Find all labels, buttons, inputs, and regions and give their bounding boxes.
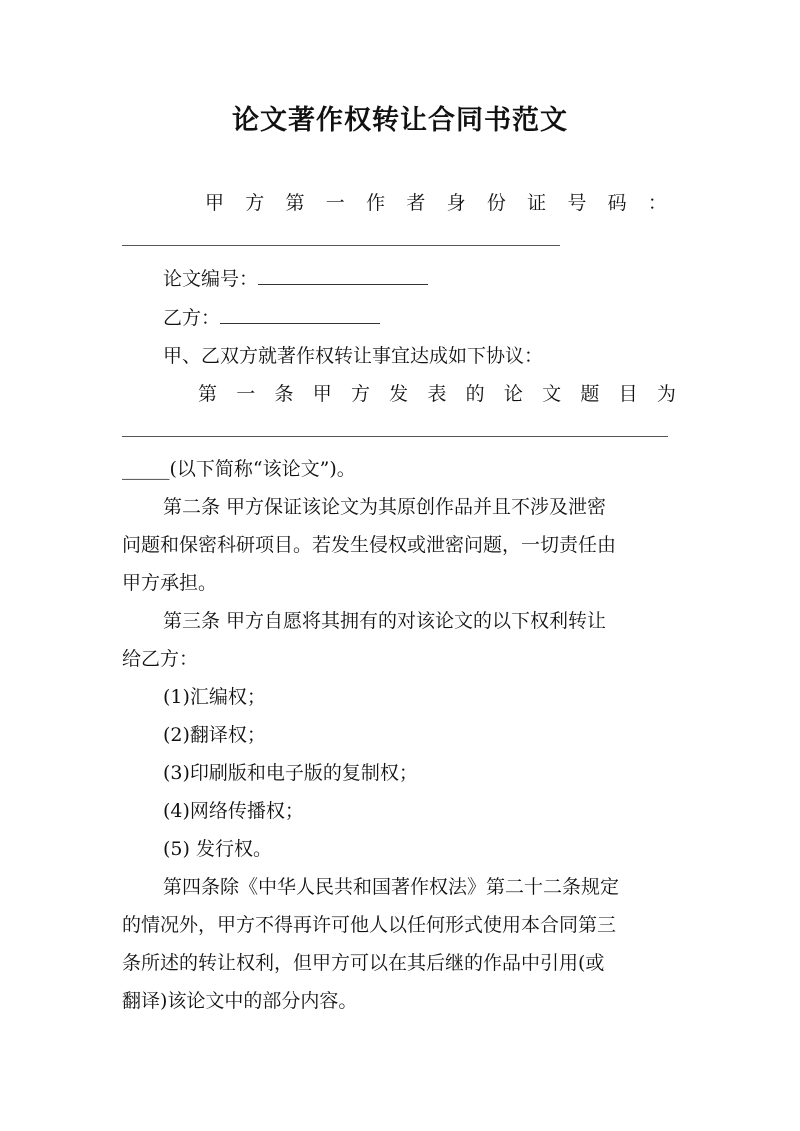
party-b-blank (220, 305, 380, 324)
article4-line: 翻译)该论文中的部分内容。 (122, 990, 358, 1012)
party-a-id-char: 份 (486, 192, 506, 214)
article1-char: 论 (503, 383, 523, 405)
party-b-label: 乙方： (163, 307, 221, 329)
article3-line: 第三条 甲方自愿将其拥有的对该论文的以下权利转让 (163, 610, 607, 632)
paper-number-label: 论文编号： (163, 268, 259, 290)
party-a-id-char: 者 (406, 192, 426, 214)
party-a-id-char: 号 (567, 192, 587, 214)
party-a-id-char: 身 (446, 192, 466, 214)
article1-tail: _____(以下简称“该论文”)。 (122, 458, 356, 480)
paper-number-blank (258, 266, 428, 285)
article1-title-blank (122, 436, 668, 437)
party-a-id-char: 甲 (205, 192, 225, 214)
right-item: (1)汇编权； (163, 686, 266, 708)
article1-char: 第 (198, 383, 218, 405)
article3-line: 给乙方： (122, 648, 199, 670)
article1-char: 一 (236, 383, 256, 405)
party-a-id-char: ： (647, 192, 667, 214)
right-item: (3)印刷版和电子版的复制权； (163, 762, 418, 784)
article4-line: 第四条除《中华人民共和国著作权法》第二十二条规定 (163, 876, 620, 898)
article4-line: 的情况外，甲方不得再许可他人以任何形式使用本合同第三 (122, 914, 617, 936)
document-title: 论文著作权转让合同书范文 (232, 105, 568, 136)
article1-char: 文 (542, 383, 562, 405)
article2-line: 甲方承担。 (122, 572, 218, 594)
article1-char: 条 (274, 383, 294, 405)
party-a-id-char: 码 (607, 192, 627, 214)
right-item: (4)网络传播权； (163, 800, 304, 822)
party-a-id-line (205, 190, 667, 216)
article1-line (198, 381, 676, 407)
article2-line: 问题和保密科研项目。若发生侵权或泄密问题，一切责任由 (122, 534, 617, 556)
party-a-id-char: 作 (366, 192, 386, 214)
article4-line: 条所述的转让权利，但甲方可以在其后继的作品中引用(或 (122, 952, 605, 974)
article1-char: 甲 (312, 383, 332, 405)
paper-number-line (163, 266, 683, 292)
right-item: (5) 发行权。 (163, 838, 272, 860)
article1-char: 表 (427, 383, 447, 405)
party-a-id-blank (122, 245, 560, 246)
party-a-id-char: 一 (325, 192, 345, 214)
article1-char: 方 (350, 383, 370, 405)
article1-char: 发 (389, 383, 409, 405)
party-a-id-char: 证 (527, 192, 547, 214)
article1-char: 题 (580, 383, 600, 405)
party-a-id-char: 第 (285, 192, 305, 214)
article1-char: 目 (618, 383, 638, 405)
party-a-id-char: 方 (245, 192, 265, 214)
party-b-line (163, 305, 683, 331)
article2-line: 第二条 甲方保证该论文为其原创作品并且不涉及泄密 (163, 496, 607, 518)
right-item: (2)翻译权； (163, 724, 266, 746)
agreement-intro: 甲、乙双方就著作权转让事宜达成如下协议： (163, 345, 544, 367)
article1-char: 的 (465, 383, 485, 405)
article1-char: 为 (656, 383, 676, 405)
